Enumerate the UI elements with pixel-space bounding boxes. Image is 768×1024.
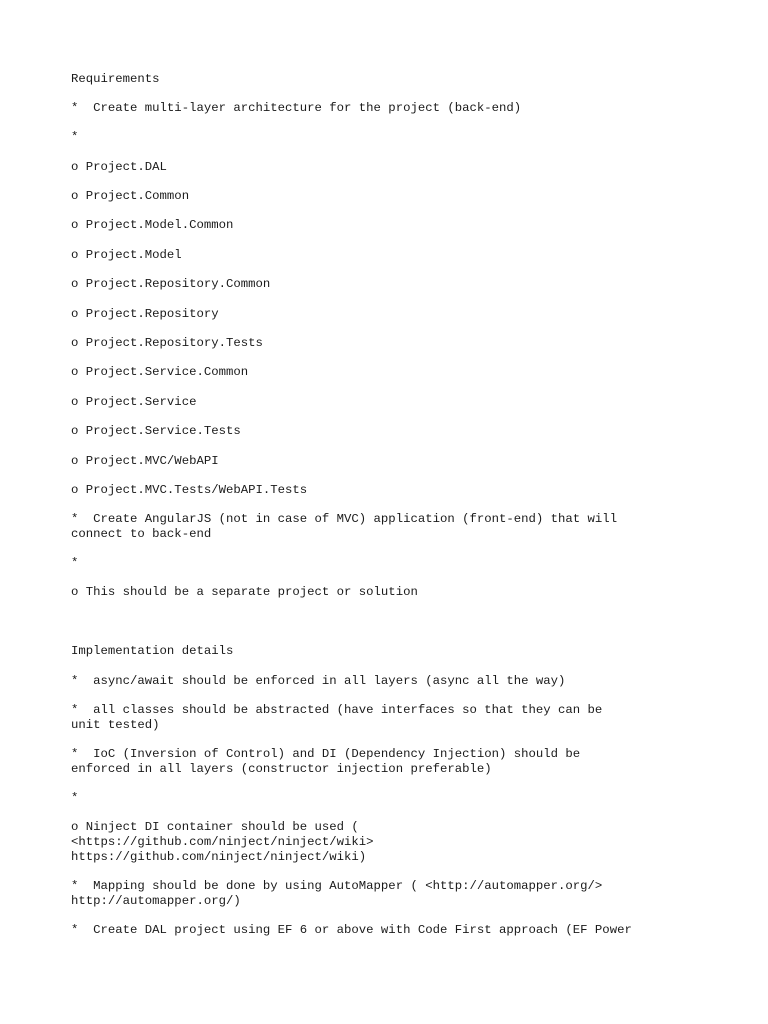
bullet-angularjs-application: * Create AngularJS (not in case of MVC) application (front-end) that will connect to back-end (71, 512, 618, 541)
sub-item-project-repository-tests: o Project.Repository.Tests (71, 336, 263, 350)
heading-requirements: Requirements (71, 72, 160, 86)
sub-item-project-repository-common: o Project.Repository.Common (71, 277, 271, 291)
sub-item-project-service-common: o Project.Service.Common (71, 365, 249, 379)
heading-implementation-details: Implementation details (71, 644, 234, 658)
sub-item-project-mvc-tests: o Project.MVC.Tests/WebAPI.Tests (71, 483, 308, 497)
bullet-empty: * (71, 791, 79, 805)
sub-item-project-service-tests: o Project.Service.Tests (71, 424, 241, 438)
bullet-empty: * (71, 556, 79, 570)
bullet-multi-layer-architecture: * Create multi-layer architecture for the project (back-end) (71, 101, 522, 115)
bullet-abstracted-classes: * all classes should be abstracted (have interfaces so that they can be unit tested) (71, 703, 603, 732)
sub-item-project-dal: o Project.DAL (71, 160, 167, 174)
bullet-async-await: * async/await should be enforced in all layers (async all the way) (71, 674, 566, 688)
sub-item-project-repository: o Project.Repository (71, 307, 219, 321)
sub-item-project-service: o Project.Service (71, 395, 197, 409)
sub-item-project-model: o Project.Model (71, 248, 182, 262)
bullet-ioc-di: * IoC (Inversion of Control) and DI (Dependency Injection) should be enforced in all layers (constructor injection preferable) (71, 747, 581, 776)
sub-item-separate-project: o This should be a separate project or solution (71, 585, 418, 599)
bullet-empty: * (71, 130, 79, 144)
bullet-automapper: * Mapping should be done by using AutoMapper ( <http://automapper.org/> http://automapper.org/) (71, 879, 603, 908)
bullet-dal-ef: * Create DAL project using EF 6 or above with Code First approach (EF Power (71, 923, 632, 937)
sub-item-project-model-common: o Project.Model.Common (71, 218, 234, 232)
sub-item-project-mvc-webapi: o Project.MVC/WebAPI (71, 454, 219, 468)
sub-item-ninject: o Ninject DI container should be used ( <https://github.com/ninject/ninject/wiki> https://github.com/ninject/ninject/wiki) (71, 820, 374, 864)
sub-item-project-common: o Project.Common (71, 189, 190, 203)
